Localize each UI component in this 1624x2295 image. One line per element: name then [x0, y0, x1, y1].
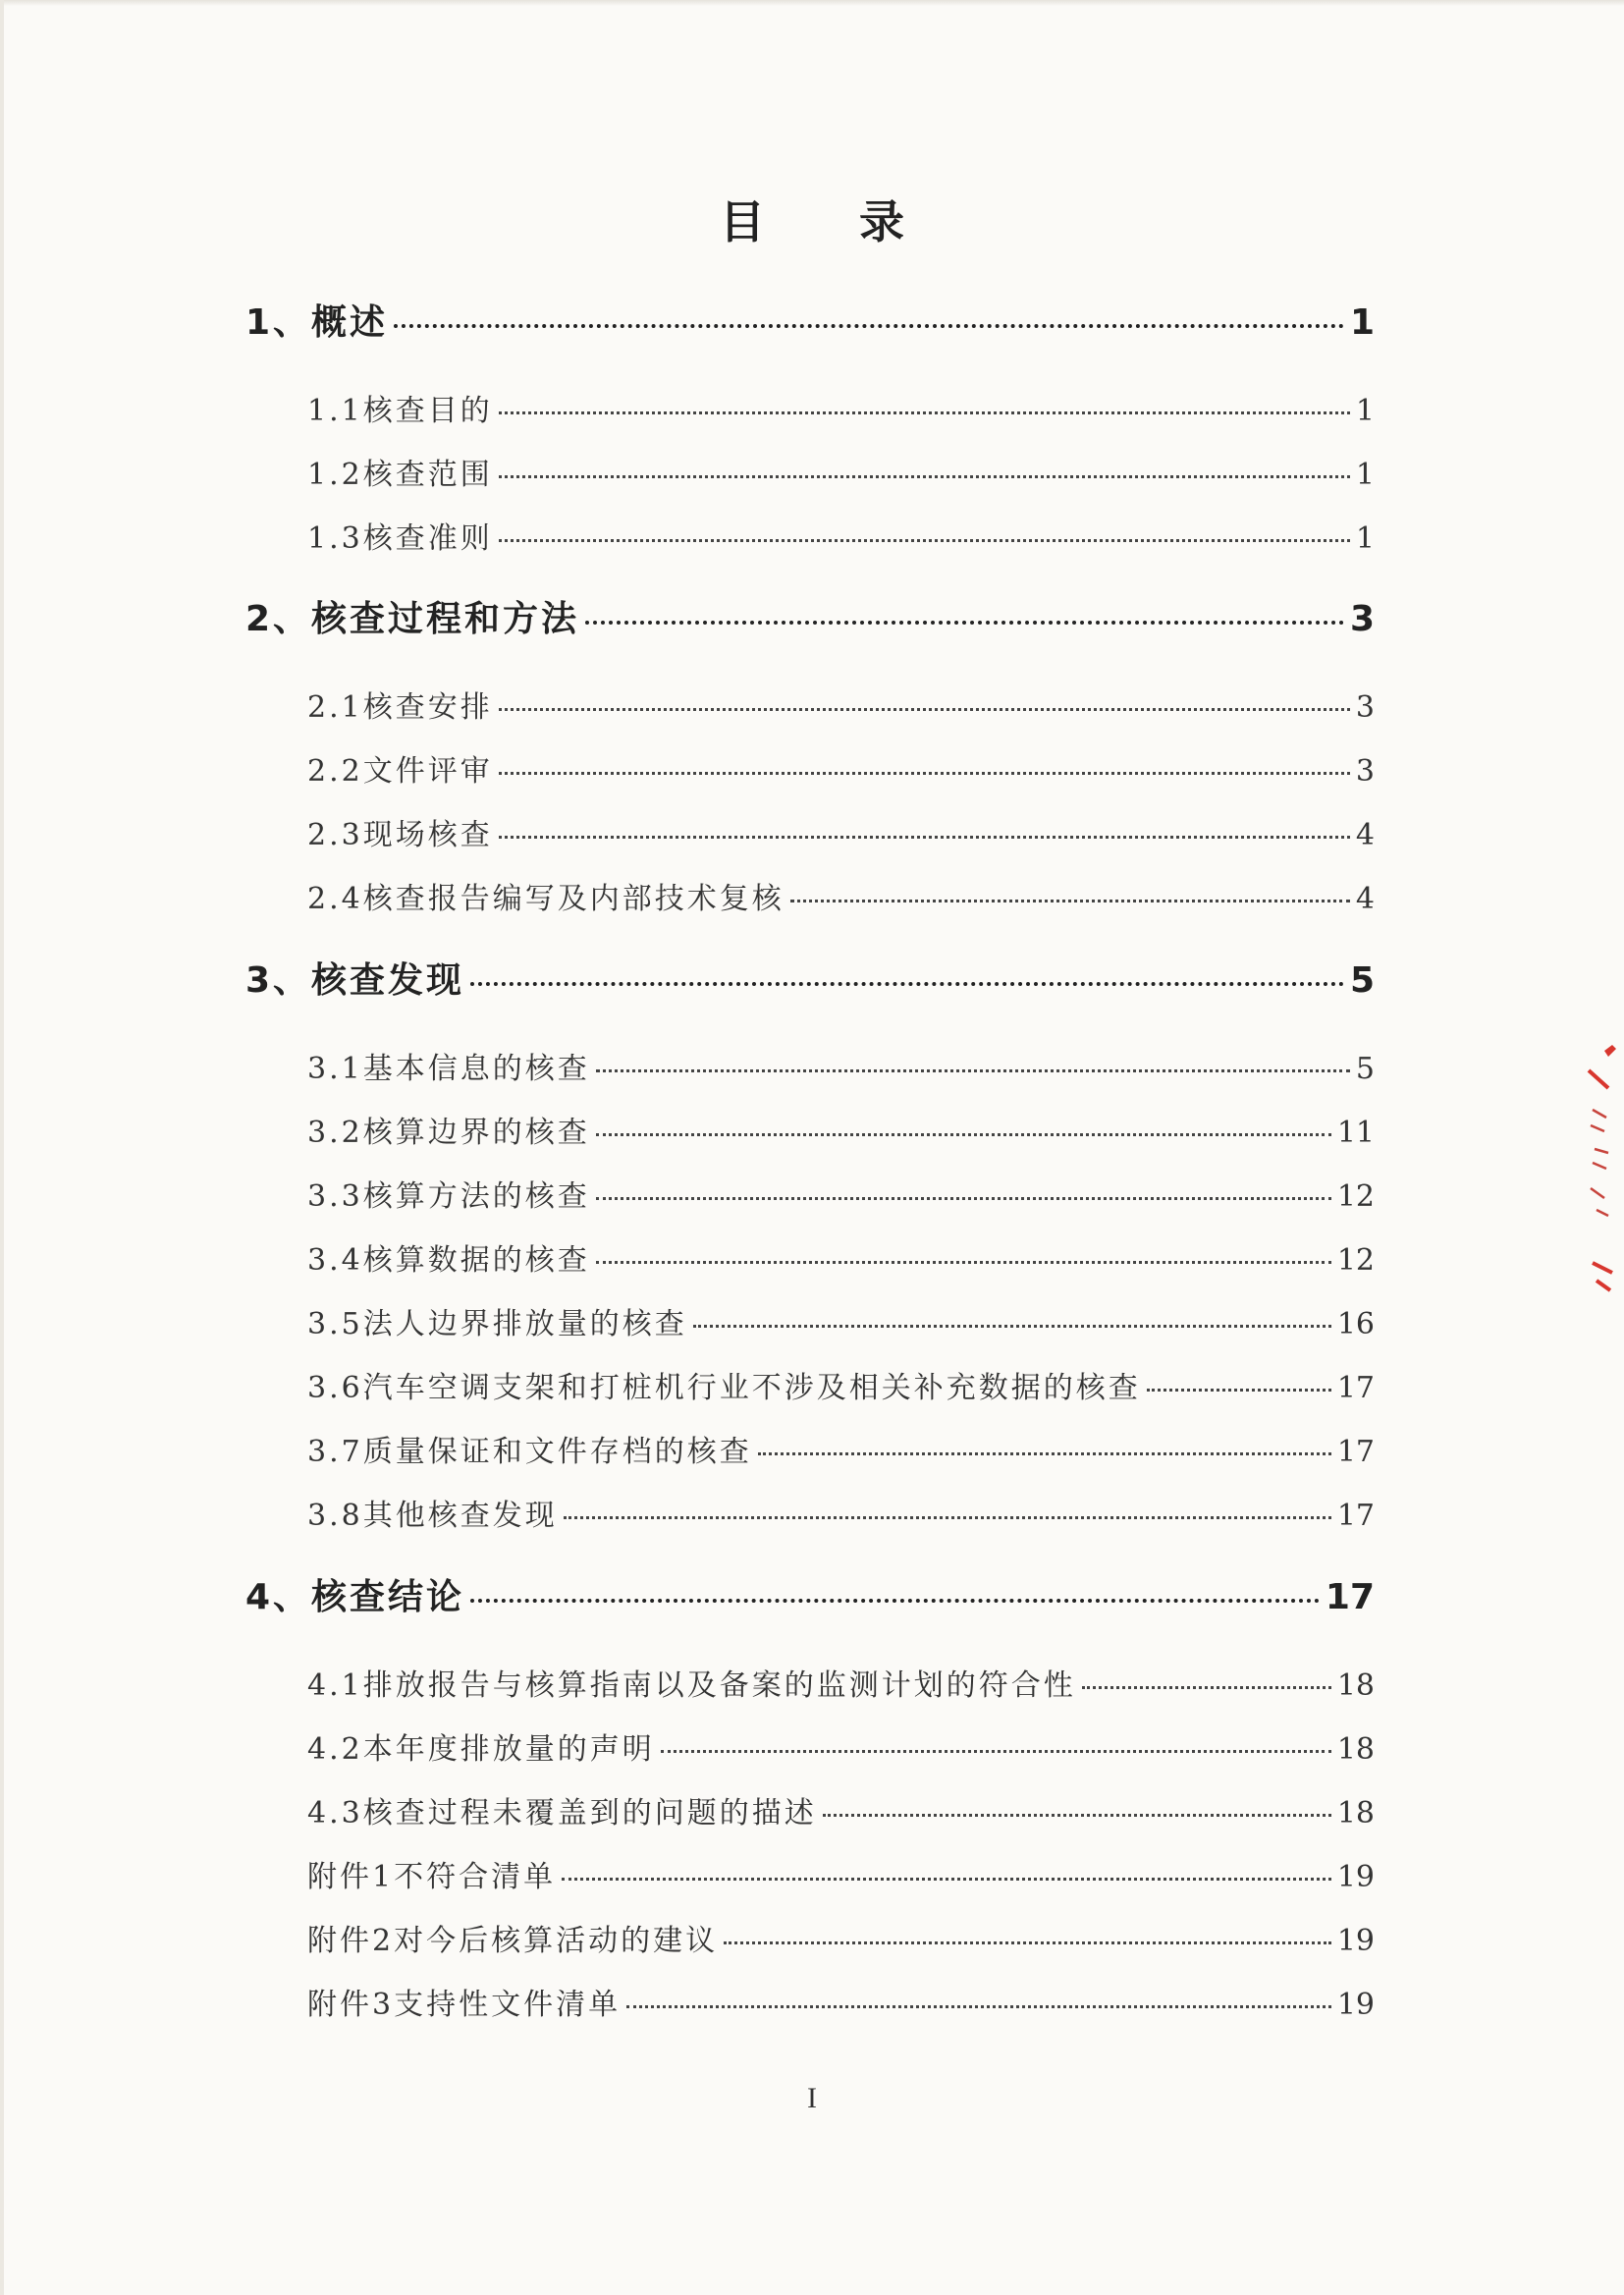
toc-dot-leader [626, 2005, 1331, 2008]
toc-entry-label: 3.5法人边界排放量的核查 [307, 1307, 687, 1341]
toc-page-number: 12 [1336, 1179, 1375, 1214]
toc-chapter-entry[interactable] [245, 295, 1375, 345]
toc-section-entry[interactable] [307, 450, 1375, 493]
toc-entry-label: 2.3现场核查 [307, 818, 493, 852]
seal-stamp-fragment [1579, 1041, 1618, 1336]
toc-page-number: 18 [1336, 1668, 1375, 1703]
toc-page-number: 11 [1336, 1116, 1375, 1150]
toc-page-number: 1 [1355, 521, 1375, 556]
toc-entry-label: 2.1核查安排 [307, 690, 493, 725]
toc-dot-leader [596, 1133, 1331, 1136]
toc-section-entry[interactable] [307, 1852, 1375, 1895]
page-number: I [807, 2082, 817, 2114]
toc-dot-leader [724, 1941, 1331, 1944]
toc-section-entry[interactable] [307, 746, 1375, 790]
toc-dot-leader [1082, 1686, 1331, 1689]
toc-page-number: 12 [1336, 1243, 1375, 1278]
toc-dot-leader [564, 1516, 1331, 1519]
scan-edge-left [0, 0, 4, 2295]
toc-section-entry[interactable] [307, 1427, 1375, 1470]
toc-section-entry[interactable] [307, 1980, 1375, 2023]
toc-page-number: 5 [1349, 960, 1375, 1001]
toc-entry-label: 1、概述 [245, 302, 389, 343]
toc-page-number: 1 [1355, 458, 1375, 492]
toc-entry-label: 3.8其他核查发现 [307, 1499, 558, 1533]
toc-page-number: 16 [1336, 1307, 1375, 1341]
toc-section-entry[interactable] [307, 1788, 1375, 1831]
toc-section-entry[interactable] [307, 514, 1375, 557]
toc-dot-leader [661, 1750, 1331, 1753]
toc-section-entry[interactable] [307, 1044, 1375, 1087]
toc-page-number: 17 [1336, 1435, 1375, 1469]
toc-dot-leader [499, 411, 1350, 414]
toc-dot-leader [499, 772, 1350, 775]
toc-chapter-entry[interactable] [245, 1569, 1375, 1619]
toc-dot-leader [499, 539, 1350, 542]
scan-edge-top [0, 0, 1624, 6]
toc-section-entry[interactable] [307, 683, 1375, 726]
toc-page-number: 18 [1336, 1796, 1375, 1831]
toc-page-number: 18 [1336, 1732, 1375, 1767]
toc-page-number: 17 [1336, 1499, 1375, 1533]
toc-entry-label: 4.2本年度排放量的声明 [307, 1732, 655, 1767]
toc-page-number: 19 [1336, 1988, 1375, 2022]
toc-page-number: 4 [1355, 882, 1375, 916]
toc-dot-leader [790, 900, 1350, 902]
toc-section-entry[interactable] [307, 1724, 1375, 1768]
toc-entry-label: 3.6汽车空调支架和打桩机行业不涉及相关补充数据的核查 [307, 1371, 1141, 1405]
toc-dot-leader [499, 836, 1350, 839]
toc-entry-label: 3.3核算方法的核查 [307, 1179, 590, 1214]
toc-dot-leader [596, 1197, 1331, 1200]
toc-dot-leader [499, 708, 1350, 711]
toc-page-number: 3 [1349, 599, 1375, 639]
toc-section-entry[interactable] [307, 1916, 1375, 1959]
toc-section-entry[interactable] [307, 1108, 1375, 1151]
toc-section-entry[interactable] [307, 1299, 1375, 1342]
toc-page-number: 19 [1336, 1860, 1375, 1894]
toc-section-entry[interactable] [307, 386, 1375, 429]
toc-entry-label: 4、核查结论 [245, 1577, 465, 1617]
toc-section-entry[interactable] [307, 810, 1375, 853]
toc-page-number: 1 [1355, 394, 1375, 428]
toc-page-number: 1 [1349, 302, 1375, 343]
toc-dot-leader [758, 1452, 1331, 1455]
toc-page-number: 3 [1355, 754, 1375, 789]
toc-dot-leader [470, 982, 1344, 986]
toc-section-entry[interactable] [307, 1235, 1375, 1279]
toc-entry-label: 附件3支持性文件清单 [307, 1988, 622, 2022]
toc-section-entry[interactable] [307, 874, 1375, 917]
toc-page-number: 17 [1325, 1577, 1375, 1617]
toc-page-number: 4 [1355, 818, 1375, 852]
toc-section-entry[interactable] [307, 1363, 1375, 1406]
toc-dot-leader [562, 1878, 1331, 1881]
toc-dot-leader [1147, 1389, 1331, 1392]
toc-entry-label: 4.3核查过程未覆盖到的问题的描述 [307, 1796, 817, 1831]
toc-entry-label: 1.3核查准则 [307, 521, 493, 556]
toc-entry-label: 2.4核查报告编写及内部技术复核 [307, 882, 785, 916]
toc-dot-leader [585, 621, 1344, 625]
toc-section-entry[interactable] [307, 1172, 1375, 1215]
toc-page-number: 19 [1336, 1924, 1375, 1958]
toc-page-number: 5 [1355, 1052, 1375, 1086]
toc-entry-label: 3、核查发现 [245, 960, 465, 1001]
toc-section-entry[interactable] [307, 1491, 1375, 1534]
toc-page-number: 3 [1355, 690, 1375, 725]
toc-entry-label: 3.4核算数据的核查 [307, 1243, 590, 1278]
toc-entry-label: 3.1基本信息的核查 [307, 1052, 590, 1086]
toc-dot-leader [596, 1261, 1331, 1264]
toc-dot-leader [823, 1814, 1331, 1817]
toc-entry-label: 附件2对今后核算活动的建议 [307, 1924, 719, 1958]
toc-page-number: 17 [1336, 1371, 1375, 1405]
toc-entry-label: 3.2核算边界的核查 [307, 1116, 590, 1150]
toc-entry-label: 4.1排放报告与核算指南以及备案的监测计划的符合性 [307, 1668, 1076, 1703]
toc-entry-label: 2、核查过程和方法 [245, 599, 580, 639]
toc-title: 目 录 [719, 195, 944, 248]
toc-dot-leader [693, 1325, 1331, 1328]
toc-dot-leader [470, 1599, 1320, 1603]
toc-entry-label: 附件1不符合清单 [307, 1860, 557, 1894]
toc-chapter-entry[interactable] [245, 953, 1375, 1003]
toc-entry-label: 3.7质量保证和文件存档的核查 [307, 1435, 752, 1469]
toc-entry-label: 1.1核查目的 [307, 394, 493, 428]
toc-chapter-entry[interactable] [245, 591, 1375, 641]
toc-entry-label: 1.2核查范围 [307, 458, 493, 492]
toc-dot-leader [499, 475, 1350, 478]
toc-section-entry[interactable] [307, 1661, 1375, 1704]
toc-dot-leader [596, 1069, 1350, 1072]
toc-entry-label: 2.2文件评审 [307, 754, 493, 789]
toc-dot-leader [394, 324, 1344, 328]
